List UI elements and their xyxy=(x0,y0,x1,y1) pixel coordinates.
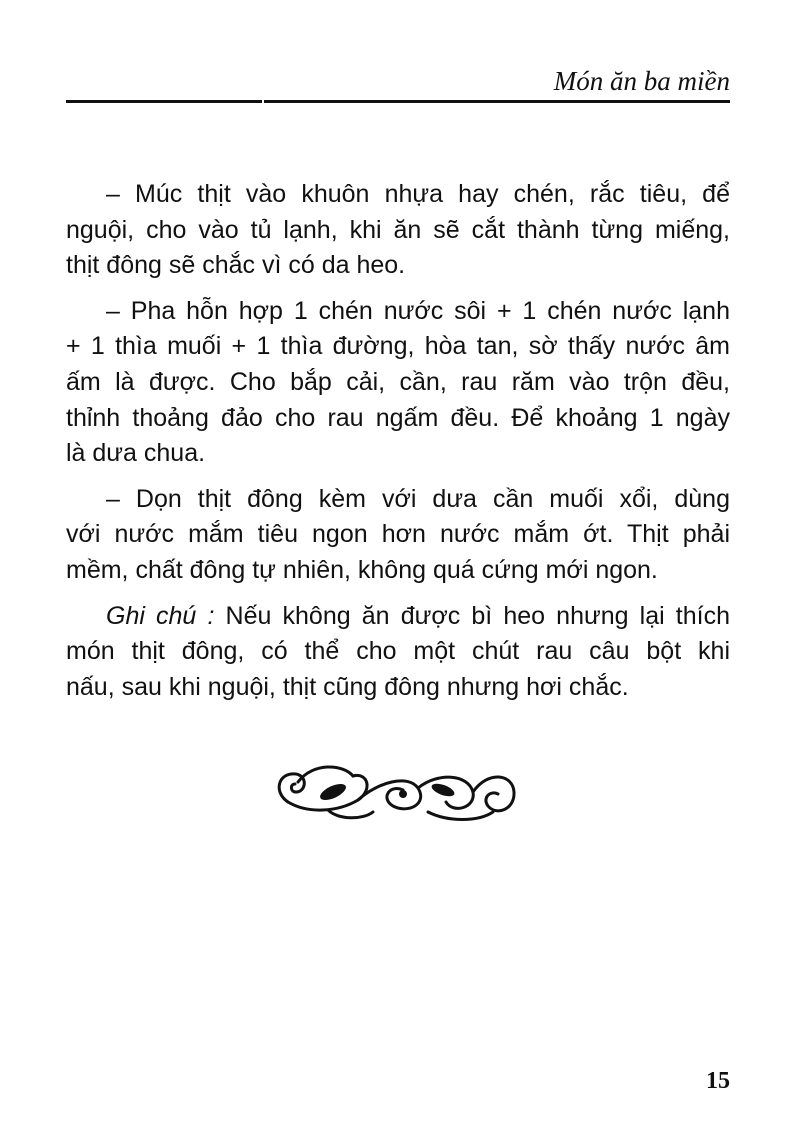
paragraph xyxy=(66,294,730,472)
text-line: thịt đông sẽ chắc vì có da heo. xyxy=(66,251,406,280)
note-paragraph xyxy=(66,599,730,706)
text-line: thỉnh thoảng đảo cho rau ngấm đều. Để khoảng 1 ngày xyxy=(66,403,730,432)
text-line: ấm là được. Cho bắp cải, cần, rau răm vào trộn đều, xyxy=(66,367,730,396)
header-rule xyxy=(264,100,730,103)
paragraph xyxy=(66,177,730,284)
note-label: Ghi chú : xyxy=(106,601,215,630)
note-text: Nếu không ăn được bì heo nhưng lại thích xyxy=(214,601,730,630)
floral-scroll-ornament-icon xyxy=(268,752,524,828)
text-line: nguội, cho vào tủ lạnh, khi ăn sẽ cắt thành từng miếng, xyxy=(66,215,730,244)
text-line: + 1 thìa muối + 1 thìa đường, hòa tan, sờ thấy nước âm xyxy=(66,332,730,361)
text-line: món thịt đông, có thể cho một chút rau câu bột khi xyxy=(66,637,730,666)
page-body xyxy=(66,177,730,715)
text-line: nấu, sau khi nguội, thịt cũng đông nhưng hơi chắc. xyxy=(66,672,629,701)
text-line: với nước mắm tiêu ngon hơn nước mắm ớt. Thịt phải xyxy=(66,520,730,549)
text-line: – Múc thịt vào khuôn nhựa hay chén, rắc tiêu, để xyxy=(106,180,730,208)
text-line: là dưa chua. xyxy=(66,439,206,468)
text-line xyxy=(66,599,730,635)
page-number: 15 xyxy=(706,1068,730,1094)
header-rule xyxy=(66,100,262,103)
paragraph xyxy=(66,482,730,589)
running-header-title: Món ăn ba miền xyxy=(553,66,730,96)
text-line: – Dọn thịt đông kèm với dưa cần muối xổi, dùng xyxy=(106,484,730,513)
text-line: – Pha hỗn hợp 1 chén nước sôi + 1 chén nước lạnh xyxy=(106,296,730,325)
text-line: mềm, chất đông tự nhiên, không quá cứng mới ngon. xyxy=(66,555,658,584)
